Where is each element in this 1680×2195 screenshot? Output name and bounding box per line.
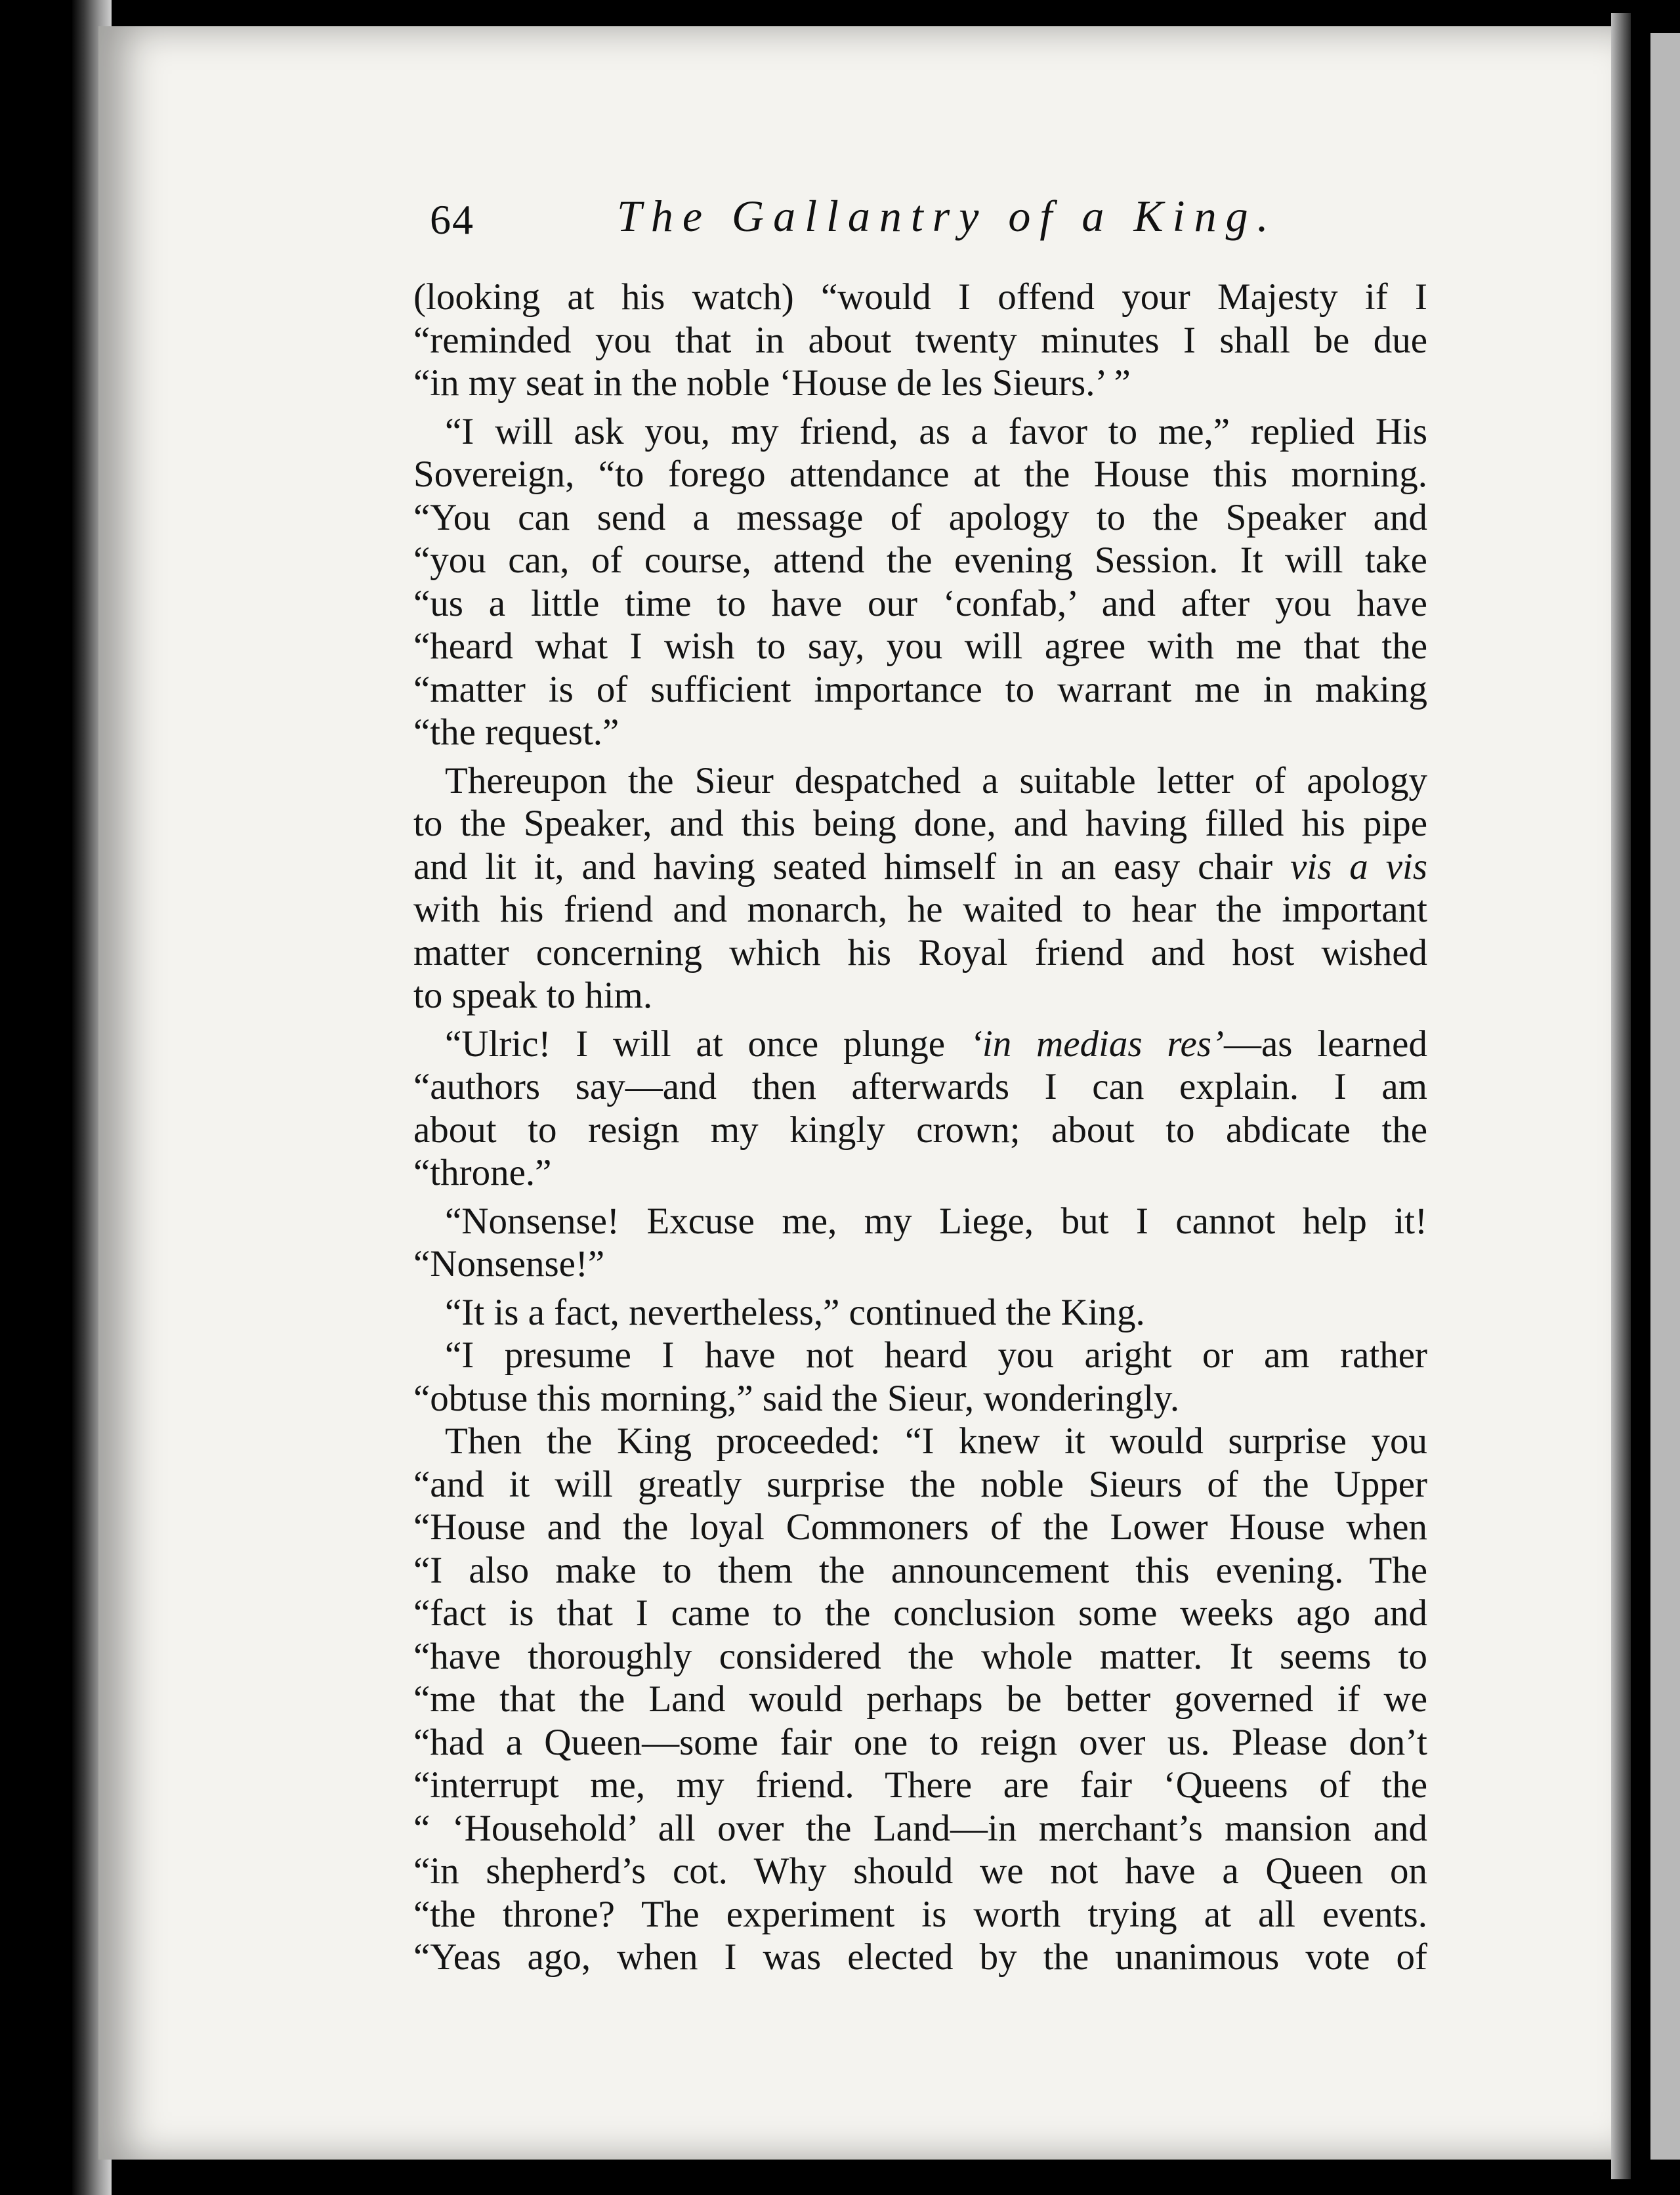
text-line: “in my seat in the noble ‘House de les Sieurs.’ ” xyxy=(413,362,1131,404)
text-line: “You can send a message of apology to the Speaker and xyxy=(413,496,1427,538)
text-line: Then the King proceeded: “I knew it would surprise you xyxy=(445,1420,1427,1462)
facing-page-edge xyxy=(1650,33,1680,2160)
text-line: “you can, of course, attend the evening Session. It will take xyxy=(413,540,1427,581)
text-fragment: and lit it, and having seated himself in an easy chair xyxy=(413,845,1273,887)
text-line: “obtuse this morning,” said the Sieur, wonderingly. xyxy=(413,1377,1180,1419)
text-line: “interrupt me, my friend. There are fair ‘Queens of the xyxy=(413,1764,1427,1806)
text-line: “throne.” xyxy=(413,1152,552,1193)
text-line: “It is a fact, nevertheless,” continued the King. xyxy=(445,1291,1145,1333)
text-line: (looking at his watch) “would I offend your Majesty if I xyxy=(413,276,1427,318)
book-gutter xyxy=(1611,13,1631,2179)
text-line: “matter is of sufficient importance to warrant me in making xyxy=(413,668,1427,710)
italic-phrase: ‘in medias res’ xyxy=(969,1023,1224,1065)
text-line: “us a little time to have our ‘confab,’ and after you have xyxy=(413,582,1427,624)
text-line: with his friend and monarch, he waited to hear the important xyxy=(413,889,1427,930)
text-line: “me that the Land would perhaps be better governed if we xyxy=(413,1678,1427,1720)
paragraph xyxy=(413,1023,1427,1195)
text-line-with-italic xyxy=(413,1023,1427,1066)
page-number: 64 xyxy=(430,196,474,243)
paragraph xyxy=(413,1200,1427,1286)
text-line: “Yeas ago, when I was elected by the unanimous vote of xyxy=(413,1936,1427,1978)
page-header xyxy=(430,190,1454,263)
running-title: The Gallantry of a King. xyxy=(617,191,1278,241)
text-line: “in shepherd’s cot. Why should we not have a Queen on xyxy=(413,1850,1427,1892)
italic-phrase: vis a vis xyxy=(1290,845,1428,887)
text-line: “and it will greatly surprise the noble Sieurs of the Upper xyxy=(413,1463,1427,1505)
text-line: “House and the loyal Commoners of the Lower House when xyxy=(413,1506,1427,1548)
page-body xyxy=(413,276,1427,1979)
text-fragment: —as learned xyxy=(1223,1023,1427,1065)
text-line: “had a Queen—some fair one to reign over us. Please don’t xyxy=(413,1721,1427,1763)
paragraph xyxy=(413,410,1427,754)
text-line: about to resign my kingly crown; about to abdicate the xyxy=(413,1109,1427,1151)
paragraph xyxy=(413,1420,1427,1979)
text-line: to speak to him. xyxy=(413,975,653,1016)
text-line: Sovereign, “to forego attendance at the House this morning. xyxy=(413,454,1427,495)
paragraph xyxy=(413,759,1427,1017)
text-line: “Nonsense!” xyxy=(413,1243,605,1285)
paragraph xyxy=(413,1334,1427,1420)
text-line: “I also make to them the announcement this evening. The xyxy=(413,1549,1427,1591)
text-line-with-italic xyxy=(413,845,1427,889)
text-line: “ ‘Household’ all over the Land—in merchant’s mansion and xyxy=(413,1807,1427,1849)
text-line: Thereupon the Sieur despatched a suitable letter of apology xyxy=(445,759,1427,801)
text-line: to the Speaker, and this being done, and having filled his pipe xyxy=(413,803,1427,844)
text-line: matter concerning which his Royal friend and host wished xyxy=(413,931,1427,973)
text-line: “have thoroughly considered the whole matter. It seems to xyxy=(413,1635,1427,1677)
text-line: “the request.” xyxy=(413,712,620,753)
text-fragment: “Ulric! I will at once plunge xyxy=(445,1023,946,1065)
text-line: “I presume I have not heard you aright or am rather xyxy=(445,1334,1427,1376)
paragraph xyxy=(413,276,1427,405)
text-line: “I will ask you, my friend, as a favor to me,” replied His xyxy=(445,410,1427,452)
text-line: “fact is that I came to the conclusion some weeks ago and xyxy=(413,1592,1427,1634)
text-line: “authors say—and then afterwards I can explain. I am xyxy=(413,1066,1427,1107)
text-line: “the throne? The experiment is worth trying at all events. xyxy=(413,1893,1427,1935)
paragraph xyxy=(413,1291,1427,1334)
text-line: “Nonsense! Excuse me, my Liege, but I cannot help it! xyxy=(445,1200,1427,1242)
text-line: “reminded you that in about twenty minutes I shall be due xyxy=(413,319,1427,361)
text-line: “heard what I wish to say, you will agree with me that the xyxy=(413,626,1427,667)
